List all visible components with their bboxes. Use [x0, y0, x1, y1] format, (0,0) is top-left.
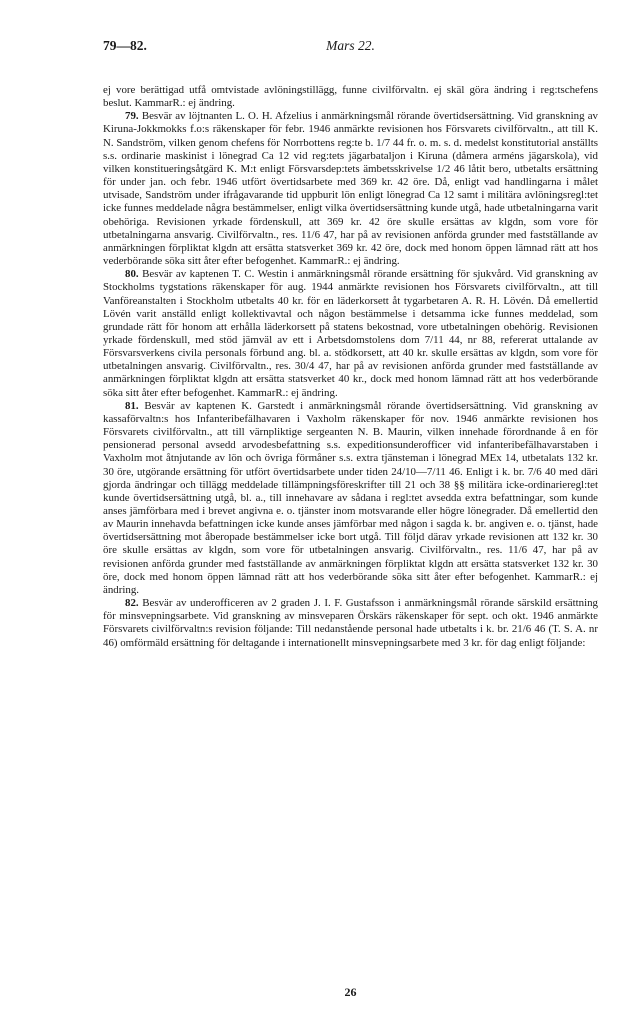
- paragraph-text: Besvär av kaptenen K. Garstedt i anmärkningsmål rörande övertidsersättning. Vid granskning av kassaförvaltn:s hos Infanteribefälhavaren i Vaxholm räkenskaper för nov. 1946 anmärkte revisionen hos Försvarets civilförvaltn., att till värnpliktige sergeanten N. B. Maurin, vilken innehade förordnande å en för pensionerad personal avsedd arvodesbefattning s.s. expeditionsunderofficer vid infanteribefälhavarstaben i Vaxholm mot åtnjutande av lön och övriga förmåner s.s. extra tjänsteman i lönegrad MEx 14, utbetalats 132 kr. 30 öre, utgörande ersättning för utfört övertidsarbete under tiden 24/10—7/11 46. Enligt i k. br. 7/6 40 med däri gjorda ändringar och tillägg meddelade tillämpningsföreskrifter till 21 och 38 §§ militära icke-ordinarieregl:tet kunde övertidsersättning utgå, bl. a., till innehavare av sådana i regl:tet avsedda extra befattningar, som kunde anses jämförbara med i brevet angivna e. o. tjänster inom motsvarande eller högre lönegrader. Då emellertid den av Maurin innehavda befattningen icke kunde anses jämförbar med någon i sagda k. br. angiven e. o. tjänst, hade övertidsersättning mot åberopade bestämmelser icke bort utgå. Till följd därav yrkade revisionen att 132 kr. 30 öre skulle ersättas av klgdn, som vore för utbetalningen ansvarig. Civilförvaltn., res. 11/6 47, har på av revisionen anförda grunder med fastställande av anmärkningen förpliktat klgdn att ersätta statsverket 132 kr. 30 öre, dock med honom öppen lämnad rätt att hos vederbörande söka sitt åter efter befogenhet. KammarR.: ej ändring.: [103, 399, 598, 596]
- paragraph-81: [103, 400, 598, 597]
- header-date: Mars 22.: [326, 38, 375, 53]
- running-header: [103, 38, 598, 60]
- paragraph-82: [103, 597, 598, 650]
- document-page: [103, 38, 599, 999]
- paragraph-text: Besvär av underofficeren av 2 graden J. I. F. Gustafsson i anmärkningsmål rörande särskild ersättning för minsvepningsarbete. Vid granskning av minsveparen Örskärs räkenskaper för sept. och okt. 1946 anmärkte Försvarets civilförvaltn:s revision följande: Till nedanstående personal hade utbetalts i k. br. 21/6 46 (T. S. A. nr 46) omförmäld ersättning för deltagande i internationellt minsvepningsarbete med 3 kr. för dag enligt följande:: [103, 597, 598, 649]
- page-range: 79—82.: [103, 38, 147, 53]
- paragraph-text: Besvär av löjtnanten L. O. H. Afzelius i anmärkningsmål rörande övertidsersättning. Vid granskning av Kiruna-Jokkmokks f.o:s räkenskaper för febr. 1946 anmärkte revisionen hos Försvarets civilförvaltn., att till K. N. Sandström, vilken genom chefens för Norrbottens reg:te b. 1/7 44 fr. o. m. s. d. medelst konstitutorial anställts s.s. ordinarie maskinist i lönegrad Ca 12 vid reg:tets jägarbataljon i Kiruna (dåmera arméns jägarskola), vid vilken konstitueringsåtgärd K. M:t enligt Försvarsdep:tets ämbetsskrivelse 1/2 46 låtit bero, utbetalts ersättning för under jan. och febr. 1946 utfört övertidsarbete med 369 kr. 42 öre. Då, enligt vad handlingarna i målet utvisade, Sandström under ifrågavarande tid uppburit lön enligt lönegrad Ca 12 samt i militära avlöningsregl:tet icke funnes meddelade några bestämmelser, enligt vilka övertidsersättning kunde utgå, hade utbetalningarna varit obehöriga. Revisionen yrkade fördenskull, att 369 kr. 42 öre skulle ersättas av klgdn, som vore för utbetalningarna ansvarig. Civilförvaltn., res. 11/6 47, har på av revisionen anförda grunder med fastställande av anmärkningen förpliktat klgdn att ersätta statsverket 369 kr. 42 öre, dock med honom öppen lämnad rätt att hos vederbörande söka sitt åter efter befogenhet. KammarR.: ej ändring.: [103, 110, 599, 268]
- entry-number: 80.: [125, 268, 139, 281]
- paragraph-79: [103, 110, 598, 268]
- body-text: [103, 84, 598, 650]
- entry-number: 82.: [125, 597, 139, 610]
- paragraph-80: [103, 268, 598, 400]
- paragraph-text: Besvär av kaptenen T. C. Westin i anmärkningsmål rörande ersättning för sjukvård. Vid granskning av Stockholms tygstations räkenskaper för aug. 1944 anmärkte revisionen hos Försvarets civilförvaltn., att till Vanföreanstalten i Stockholm utbetalts 40 kr. för en läderkorsett åt tygarbetaren A. R. H. Lövén. Då emellertid Lövén varit anställd enligt kollektivavtal och någon bestämmelse i detsamma icke funnes meddelad, som grundade rätt för honom att erhålla läderkorsett på statens bekostnad, vore utbetalningen obehörig. Revisionen yrkade fördenskull, med stöd jämväl av ett i Arbetsdomstolens dom 7/11 44, nr 88, refererat uttalande av Försvarsverkens civila personals förbund ang. bl. a. stödkorsett, att 40 kr. skulle ersättas av klgdn, som vore för utbetalningen ansvarig. Civilförvaltn., res. 30/4 47, har på av revisionen anförda grunder med fastställande av anmärkningen förpliktat klgdn att ersätta statsverket 40 kr., dock med honom lämnad rätt att hos vederbörande söka sitt åter efter befogenhet. KammarR.: ej ändring.: [103, 268, 598, 399]
- entry-number: 81.: [125, 399, 139, 412]
- paragraph-continuation: [103, 84, 598, 110]
- entry-number: 79.: [125, 110, 139, 123]
- paragraph-text: ej vore berättigad utfå omtvistade avlöningstillägg, funne civilförvaltn. ej skäl göra ändring i reg:tschefens beslut. KammarR.: ej ändring.: [103, 84, 598, 110]
- page-number: 26: [344, 985, 357, 999]
